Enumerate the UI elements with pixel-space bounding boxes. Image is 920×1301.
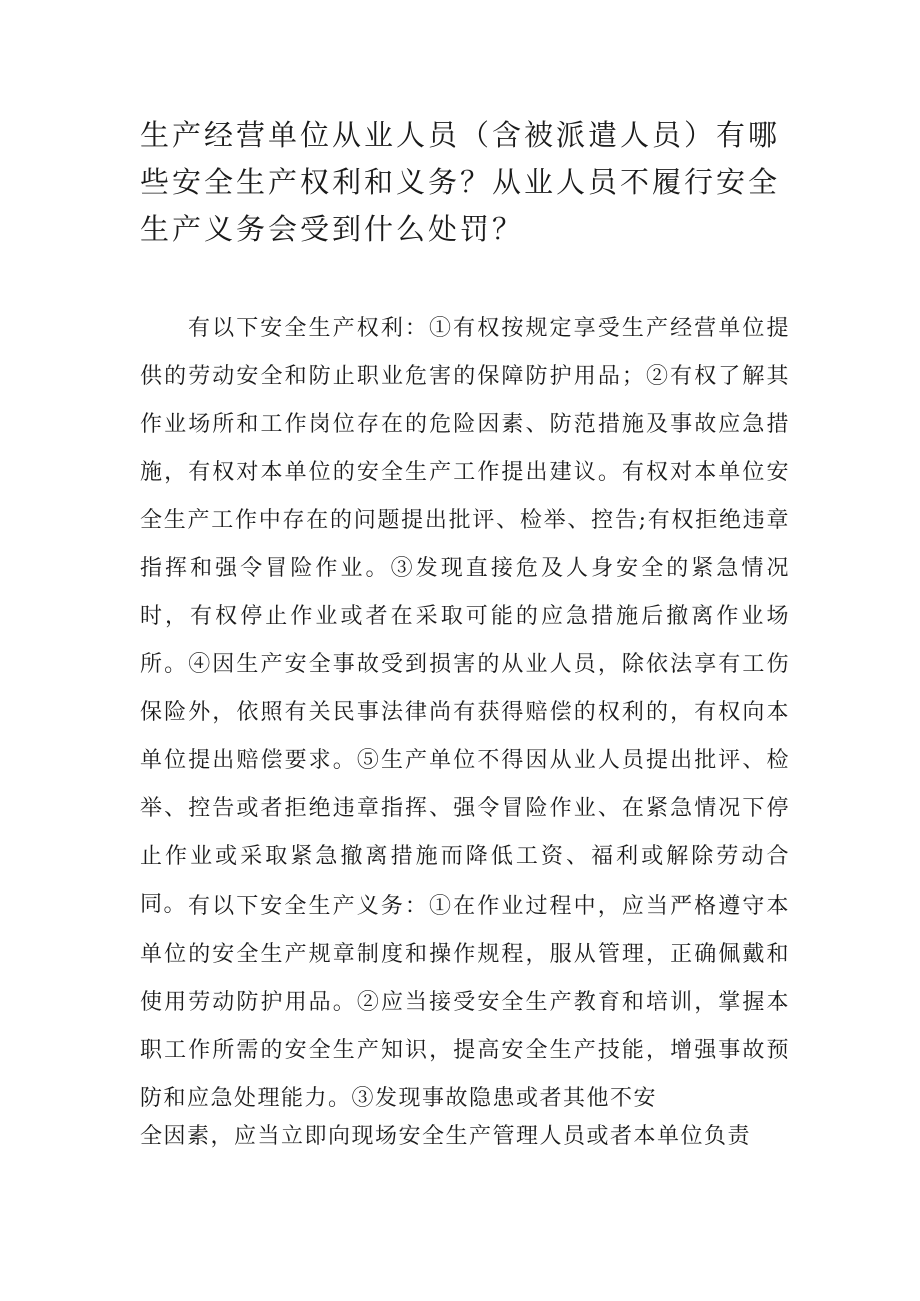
rights-paragraph: 有以下安全生产权利：①有权按规定享受生产经营单位提供的劳动安全和防止职业危害的保障防护用品；②有权了解其作业场所和工作岗位存在的危险因素、防范措施及事故应急措施，有权对本单位的安全生产工作提出建议。有权对本单位安全生产工作中存在的问题提出批评、检举、控告;有权拒绝违章指挥和强令冒险作业。③发现直接危及人身安全的紧急情况时，有权停止作业或者在采取可能的应急措施后撤离作业场所。④因生产安全事故受到损害的从业人员，除依法享有工伤保险外，依照有关民事法律尚有获得赔偿的权利的，有权向本单位提出赔偿要求。⑤生产单位不得因从业人员提出批评、检举、控告或者拒绝违章指挥、强令冒险作业、在紧急情况下停止作业或采取紧急撤离措施而降低工资、福利或解除劳动合同。	[140, 316, 790, 917]
duties-paragraph: 有以下安全生产义务：①在作业过程中，应当严格遵守本单位的安全生产规章制度和操作规程，服从管理，正确佩戴和使用劳动防护用品。②应当接受安全生产教育和培训，掌握本职工作所需的安全生产知识，提高安全生产技能，增强事故预防和应急处理能力。③发现事故隐患或者其他不安	[140, 894, 790, 1111]
continuation-line: 全因素，应当立即向现场安全生产管理人员或者本单位负责	[140, 1124, 752, 1149]
document-title: 生产经营单位从业人员（含被派遣人员）有哪些安全生产权利和义务？从业人员不履行安全生产义务会受到什么处罚？	[140, 118, 781, 246]
